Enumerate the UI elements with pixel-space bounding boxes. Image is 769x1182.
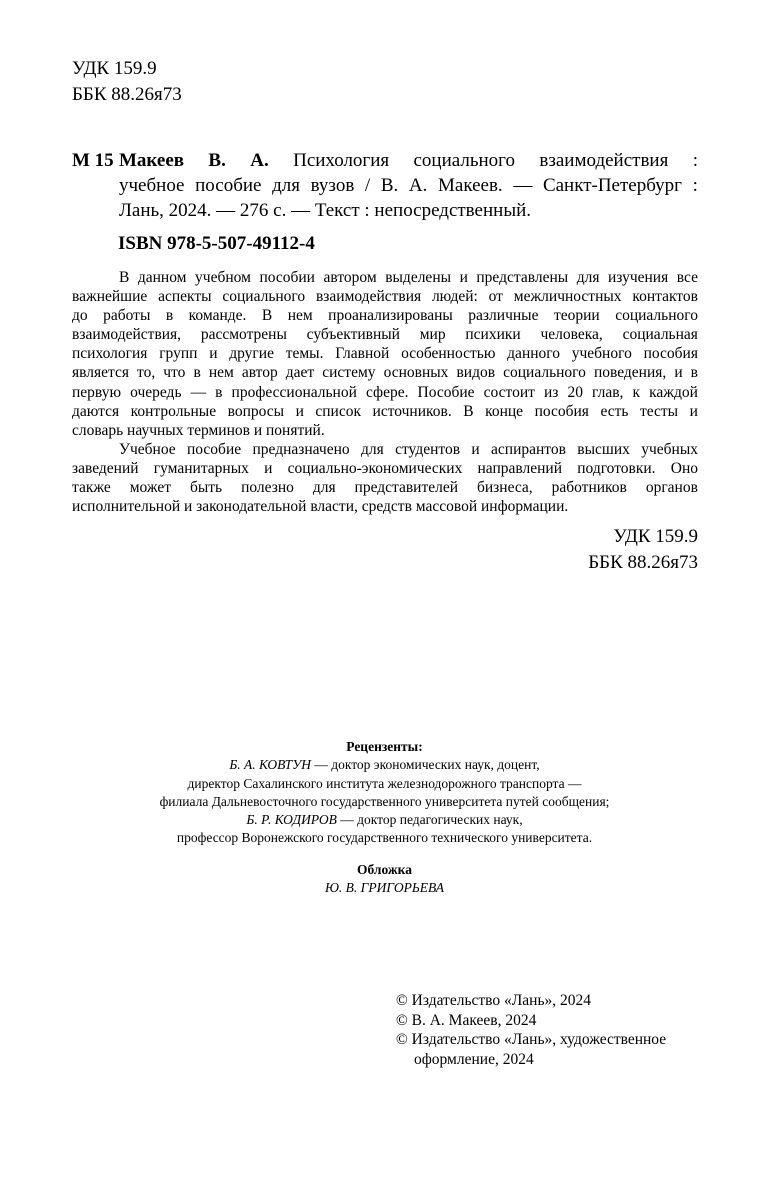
citation-line-1 bbox=[119, 148, 698, 173]
word: Психология bbox=[293, 150, 390, 171]
abstract-p2-line bbox=[72, 440, 698, 459]
word: социального bbox=[222, 288, 306, 306]
word: В. bbox=[208, 150, 226, 171]
abstract-p1-line bbox=[72, 268, 698, 287]
abstract-p1-line bbox=[72, 402, 698, 421]
udk-code: УДК 159.9 bbox=[72, 58, 157, 79]
word: взаимодействия bbox=[539, 150, 669, 171]
word: теории bbox=[553, 307, 600, 325]
word: социального bbox=[413, 150, 516, 171]
word: систему bbox=[322, 364, 376, 382]
word: А. bbox=[408, 175, 428, 196]
word: особенностью bbox=[401, 345, 496, 363]
word: изучения bbox=[608, 269, 669, 286]
word: В. bbox=[380, 175, 399, 196]
word: глав, bbox=[592, 383, 624, 401]
word: из bbox=[543, 383, 559, 401]
word: список bbox=[315, 402, 362, 420]
reviewer-1-position: директор Сахалинского института железнодорожного транспорта — bbox=[187, 775, 582, 791]
cover-heading: Обложка bbox=[356, 862, 412, 877]
word: направлений bbox=[477, 459, 563, 477]
word: команде. bbox=[188, 307, 247, 325]
word: социально-экономических bbox=[287, 459, 463, 477]
citation-line-3: Лань, 2024. — 276 с. — Текст : непосредственный. bbox=[119, 200, 531, 221]
word: — bbox=[190, 383, 207, 401]
word: и bbox=[674, 364, 683, 382]
word: Оно bbox=[670, 459, 698, 477]
reviewer-2-line bbox=[0, 811, 769, 829]
word: представителей bbox=[354, 479, 459, 497]
reviewer-2-title: — доктор педагогических наук, bbox=[336, 812, 523, 828]
word: мир bbox=[419, 326, 446, 344]
word: В bbox=[463, 402, 474, 420]
word: и bbox=[471, 440, 480, 458]
word: взаимодействия bbox=[315, 288, 422, 306]
bibliographic-citation bbox=[72, 148, 698, 223]
word: контрольные bbox=[130, 402, 217, 420]
word: темы. bbox=[285, 345, 324, 363]
word: и bbox=[459, 269, 468, 286]
abstract-p1-line bbox=[72, 325, 698, 344]
word: даются bbox=[72, 402, 120, 420]
word: различные bbox=[468, 307, 539, 325]
word: нем bbox=[208, 364, 234, 382]
word: пособие bbox=[195, 175, 262, 196]
word: конце bbox=[485, 402, 524, 420]
word: рассмотрены bbox=[200, 326, 287, 344]
word: Главной bbox=[335, 345, 390, 363]
word: пособие bbox=[187, 440, 242, 458]
udk-code: УДК 159.9 bbox=[613, 526, 698, 547]
abstract-p1-last-line: словарь научных терминов и понятий. bbox=[72, 421, 325, 439]
word: органов bbox=[645, 479, 698, 497]
word: состоит bbox=[483, 383, 535, 401]
word: данного bbox=[507, 345, 560, 363]
word: до bbox=[72, 307, 88, 325]
bbk-code: ББК 88.26я73 bbox=[72, 84, 182, 105]
word: для bbox=[312, 479, 336, 497]
word: важнейшие bbox=[72, 288, 148, 306]
abstract-p1-line bbox=[72, 344, 698, 363]
word: Санкт-Петербург bbox=[542, 175, 682, 196]
copyright-block bbox=[396, 991, 706, 1069]
word: Макеев. bbox=[438, 175, 503, 196]
word: психики bbox=[465, 326, 521, 344]
word: для bbox=[576, 269, 600, 286]
reviewers-block bbox=[0, 738, 769, 848]
word: поведения, bbox=[593, 364, 667, 382]
word: групп bbox=[159, 345, 198, 363]
word: межличностных bbox=[513, 288, 622, 306]
word: представлены bbox=[476, 269, 569, 286]
reviewer-1-name: Б. А. КОВТУН bbox=[229, 757, 311, 773]
bbk-code: ББК 88.26я73 bbox=[588, 552, 698, 573]
copyright-line: © В. А. Макеев, 2024 bbox=[396, 1011, 537, 1029]
reviewer-2-position: профессор Воронежского государственного технического университета. bbox=[176, 830, 593, 846]
word: и bbox=[689, 402, 698, 420]
word: — bbox=[513, 175, 533, 196]
word: 20 bbox=[567, 383, 583, 401]
word: и bbox=[295, 402, 304, 420]
word: очередь bbox=[130, 383, 182, 401]
word: учебных bbox=[641, 440, 698, 458]
cover-author: Ю. В. ГРИГОРЬЕВА bbox=[324, 880, 445, 896]
reviewer-2-name: Б. Р. КОДИРОВ bbox=[246, 812, 337, 828]
word: от bbox=[488, 288, 503, 306]
word: полезно bbox=[241, 479, 294, 497]
word: в bbox=[193, 364, 201, 382]
word: Пособие bbox=[417, 383, 475, 401]
word: гуманитарных bbox=[153, 459, 249, 477]
word: что bbox=[163, 364, 186, 382]
word: аспирантов bbox=[491, 440, 566, 458]
word: автором bbox=[323, 269, 377, 286]
word: работников bbox=[551, 479, 627, 497]
word: первую bbox=[72, 383, 122, 401]
word: быть bbox=[189, 479, 223, 497]
word: работы bbox=[103, 307, 151, 325]
cover-credit bbox=[0, 861, 769, 898]
word: учебного bbox=[571, 345, 632, 363]
word: тесты bbox=[639, 402, 679, 420]
word: может bbox=[129, 479, 172, 497]
word: в bbox=[165, 307, 174, 325]
word: и bbox=[209, 345, 218, 363]
word: субъективный bbox=[306, 326, 400, 344]
word: в bbox=[215, 383, 223, 401]
word: вопросы bbox=[227, 402, 285, 420]
word: другие bbox=[229, 345, 274, 363]
word: социального bbox=[503, 364, 586, 382]
word: высших bbox=[577, 440, 630, 458]
word: социального bbox=[615, 307, 698, 325]
word: для bbox=[361, 440, 384, 458]
word: данном bbox=[137, 269, 187, 286]
word: проанализированы bbox=[328, 307, 453, 325]
word: В bbox=[261, 307, 273, 325]
word: учебном bbox=[195, 269, 251, 286]
abstract-p2-last-line: исполнительной и законодательной власти, средств массовой информации. bbox=[72, 498, 569, 516]
word: Учебное bbox=[119, 440, 176, 458]
reviewer-1-line bbox=[0, 756, 769, 774]
word: автор bbox=[241, 364, 278, 382]
word: психология bbox=[72, 345, 148, 363]
abstract-p2-line bbox=[72, 459, 698, 478]
word: учебное bbox=[119, 175, 185, 196]
word: В bbox=[119, 269, 130, 286]
abstract-p1-line bbox=[72, 287, 698, 306]
abstract-p1-line bbox=[72, 363, 698, 382]
copyright-line: © Издательство «Лань», художественное bbox=[396, 1031, 667, 1048]
word: для bbox=[272, 175, 300, 196]
word: дает bbox=[285, 364, 315, 382]
word: то, bbox=[137, 364, 156, 382]
reviewer-1-title: — доктор экономических наук, доцент, bbox=[310, 757, 540, 773]
word: сфере. bbox=[365, 383, 409, 401]
word: вузов bbox=[310, 175, 355, 196]
word: профессиональной bbox=[231, 383, 357, 401]
word: студентов bbox=[395, 440, 461, 458]
word: : bbox=[692, 150, 698, 171]
word: аспекты bbox=[158, 288, 212, 306]
word: нем bbox=[287, 307, 313, 325]
word: выделены bbox=[385, 269, 452, 286]
copyright-line: оформление, 2024 bbox=[414, 1050, 534, 1068]
word: социальная bbox=[622, 326, 698, 344]
word: каждой bbox=[649, 383, 698, 401]
word: взаимодействия, bbox=[72, 326, 182, 344]
isbn: ISBN 978-5-507-49112-4 bbox=[118, 233, 315, 254]
footer-classification-codes bbox=[588, 524, 698, 576]
citation-line-2 bbox=[119, 173, 698, 198]
word: людей: bbox=[431, 288, 478, 306]
word: : bbox=[692, 175, 698, 196]
word: Макеев bbox=[119, 150, 185, 171]
copyright-line: © Издательство «Лань», 2024 bbox=[396, 992, 592, 1009]
abstract-p2-line bbox=[72, 478, 698, 497]
word: бизнеса, bbox=[476, 479, 533, 497]
word: источников. bbox=[372, 402, 452, 420]
abstract-p1-line bbox=[72, 383, 698, 402]
word: является bbox=[72, 364, 129, 382]
word: к bbox=[632, 383, 641, 401]
word: А. bbox=[250, 150, 269, 171]
word: / bbox=[364, 175, 371, 196]
word: есть bbox=[600, 402, 629, 420]
abstract bbox=[72, 268, 698, 516]
word: также bbox=[72, 479, 111, 497]
word: человека, bbox=[540, 326, 603, 344]
header-classification-codes bbox=[72, 56, 182, 108]
word: предназначено bbox=[252, 440, 350, 458]
word: пособия bbox=[534, 402, 589, 420]
word: пособия bbox=[643, 345, 698, 363]
abstract-p1-line bbox=[72, 306, 698, 325]
word: основных bbox=[383, 364, 449, 382]
word: заведений bbox=[72, 459, 139, 477]
word: видов bbox=[456, 364, 496, 382]
reviewers-heading: Рецензенты: bbox=[346, 739, 423, 754]
word: подготовки. bbox=[577, 459, 656, 477]
word: контактов bbox=[632, 288, 698, 306]
word: все bbox=[676, 269, 698, 286]
word: пособии bbox=[259, 269, 315, 286]
word: и bbox=[264, 459, 273, 477]
author-mark: М 15 bbox=[72, 150, 114, 171]
reviewer-1-affiliation: филиала Дальневосточного государственного университета путей сообщения; bbox=[159, 793, 610, 809]
word: в bbox=[690, 364, 698, 382]
